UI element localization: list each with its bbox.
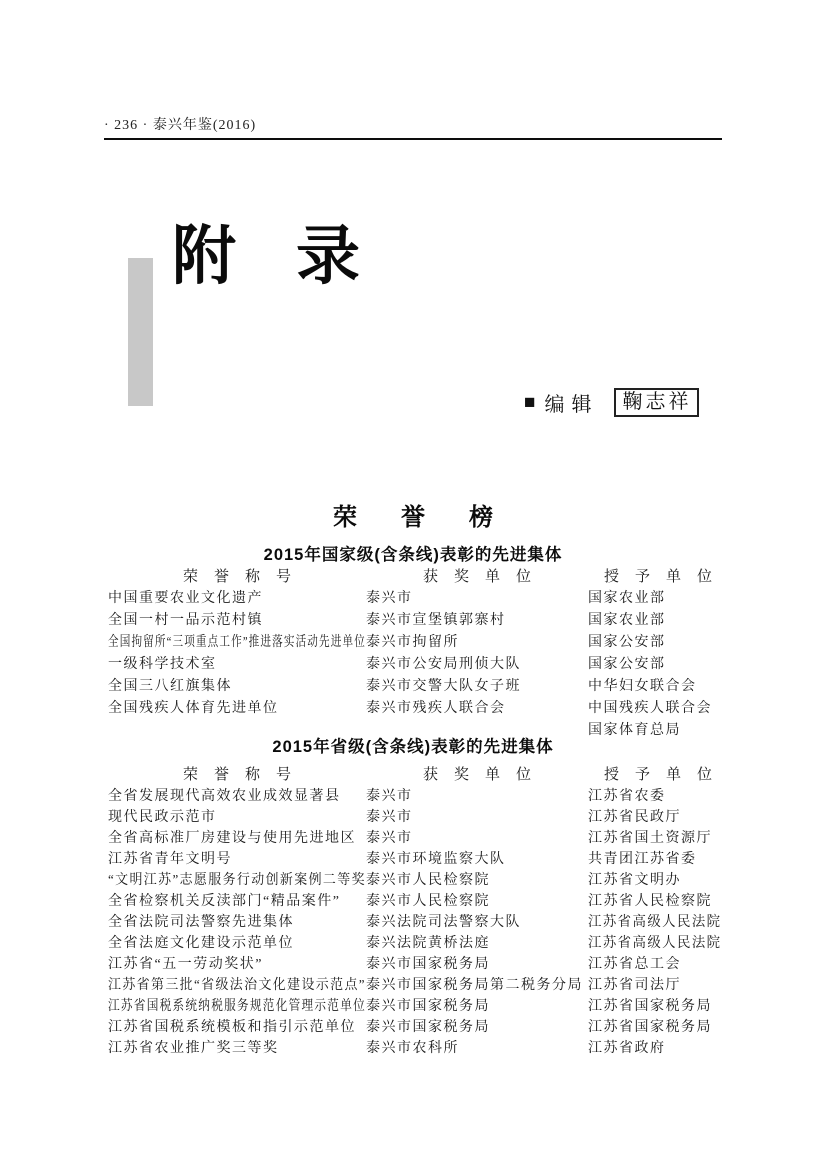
- table-row: [108, 911, 724, 932]
- table-row: [108, 697, 724, 719]
- winning-unit-cell: 泰兴市: [366, 831, 413, 846]
- awarding-unit-cell: 江苏省高级人民法院: [588, 936, 722, 951]
- editor-name: 鞠志祥: [614, 388, 699, 417]
- column-header-honor-title: 荣誉称号: [182, 767, 307, 783]
- section-heading-provincial: 2015年省级(含条线)表彰的先进集体: [272, 738, 554, 756]
- table-row: [108, 1016, 724, 1037]
- honor-title-cell: 全省法庭文化建设示范单位: [108, 936, 294, 951]
- honor-title-cell: 一级科学技术室: [108, 657, 217, 672]
- running-header: [104, 114, 256, 134]
- winning-unit-cell: 泰兴市国家税务局: [366, 1020, 490, 1035]
- honor-title-cell: 全国残疾人体育先进单位: [108, 701, 279, 716]
- honor-title-cell: 江苏省国税系统纳税服务规范化管理示范单位: [108, 999, 366, 1014]
- awarding-unit-cell: 国家农业部: [588, 591, 666, 606]
- awards-table-national: [108, 565, 729, 741]
- awarding-unit-cell: 国家体育总局: [588, 723, 681, 738]
- awarding-unit-cell: 江苏省农委: [588, 789, 666, 804]
- winning-unit-cell: 泰兴市农科所: [366, 1041, 459, 1056]
- winning-unit-cell: 泰兴法院黄桥法庭: [366, 936, 490, 951]
- honor-title-cell: 全省法院司法警察先进集体: [108, 915, 294, 930]
- awarding-unit-cell: 国家农业部: [588, 613, 666, 628]
- section-heading-national: 2015年国家级(含条线)表彰的先进集体: [263, 546, 563, 564]
- running-header-text: · 236 · 泰兴年鉴(2016): [104, 118, 257, 133]
- winning-unit-cell: 泰兴市: [366, 789, 413, 804]
- black-square-icon: ■: [524, 391, 536, 413]
- awarding-unit-cell: 江苏省高级人民法院: [588, 915, 722, 930]
- winning-unit-cell: 泰兴市环境监察大队: [366, 852, 506, 867]
- winning-unit-cell: 泰兴市国家税务局: [366, 957, 490, 972]
- awarding-unit-cell: 江苏省文明办: [588, 873, 681, 888]
- awarding-unit-cell: 江苏省司法厅: [588, 978, 681, 993]
- winning-unit-cell: 泰兴市残疾人联合会: [366, 701, 506, 716]
- column-header-winning-unit: 获奖单位: [422, 569, 547, 585]
- table-row: [108, 675, 724, 697]
- honor-title-cell: 全省发展现代高效农业成效显著县: [108, 789, 341, 804]
- winning-unit-cell: 泰兴市人民检察院: [366, 894, 490, 909]
- awarding-unit-cell: 中国残疾人联合会: [588, 701, 712, 716]
- honor-title-cell: 全国一村一品示范村镇: [108, 613, 263, 628]
- awarding-unit-cell: 江苏省人民检察院: [588, 894, 712, 909]
- winning-unit-cell: 泰兴市国家税务局: [366, 999, 490, 1014]
- table-row: [108, 785, 724, 806]
- awarding-unit-cell: 共青团江苏省委: [588, 852, 697, 867]
- table-row: [108, 848, 724, 869]
- honor-roll-title: 荣誉榜: [333, 504, 537, 531]
- winning-unit-cell: 泰兴市拘留所: [366, 635, 459, 650]
- awarding-unit-cell: 江苏省国家税务局: [588, 999, 712, 1014]
- header-rule: [104, 138, 722, 140]
- table-row: [108, 653, 724, 675]
- table-body: [108, 785, 724, 1058]
- honor-title-cell: 江苏省农业推广奖三等奖: [108, 1041, 279, 1056]
- winning-unit-cell: 泰兴市交警大队女子班: [366, 679, 521, 694]
- winning-unit-cell: 泰兴市国家税务局第二税务分局: [366, 978, 583, 993]
- table-row: [108, 974, 724, 995]
- honor-title-cell: 江苏省“五一劳动奖状”: [108, 957, 263, 972]
- awarding-unit-cell: 江苏省总工会: [588, 957, 681, 972]
- awarding-unit-cell: 国家公安部: [588, 635, 666, 650]
- awarding-unit-cell: 国家公安部: [588, 657, 666, 672]
- chapter-marker-bar: [128, 258, 153, 406]
- awards-table-provincial: [108, 763, 729, 1058]
- winning-unit-cell: 泰兴市宣堡镇郭寨村: [366, 613, 506, 628]
- awarding-unit-cell: 江苏省国土资源厅: [588, 831, 712, 846]
- awarding-unit-cell: 中华妇女联合会: [588, 679, 697, 694]
- awarding-unit-cell: 江苏省国家税务局: [588, 1020, 712, 1035]
- table-header-row: [108, 763, 729, 785]
- honor-title-cell: 现代民政示范市: [108, 810, 217, 825]
- honor-title-cell: 江苏省国税系统模板和指引示范单位: [108, 1020, 356, 1035]
- table-row: [108, 932, 724, 953]
- winning-unit-cell: 泰兴市: [366, 810, 413, 825]
- awarding-unit-cell: 江苏省民政厅: [588, 810, 681, 825]
- awarding-unit-cell: 江苏省政府: [588, 1041, 666, 1056]
- column-header-awarding-unit: 授予单位: [604, 767, 729, 783]
- column-header-awarding-unit: 授予单位: [604, 569, 729, 585]
- chapter-title: 附录: [172, 221, 420, 292]
- column-header-honor-title: 荣誉称号: [182, 569, 307, 585]
- honor-title-cell: 全省检察机关反渎部门“精品案件”: [108, 894, 341, 909]
- editor-label: 编辑: [544, 393, 599, 416]
- winning-unit-cell: 泰兴市: [366, 591, 413, 606]
- table-row: [108, 953, 724, 974]
- honor-title-cell: 江苏省第三批“省级法治文化建设示范点”: [108, 978, 366, 993]
- table-header-row: [108, 565, 729, 587]
- table-row: [108, 609, 724, 631]
- winning-unit-cell: 泰兴法院司法警察大队: [366, 915, 521, 930]
- honor-title-cell: 全省高标准厂房建设与使用先进地区: [108, 831, 356, 846]
- honor-title-cell: 中国重要农业文化遗产: [108, 591, 263, 606]
- table-row: [108, 631, 724, 653]
- table-row: [108, 587, 724, 609]
- honor-title-cell: 江苏省青年文明号: [108, 852, 232, 867]
- table-row: [108, 1037, 724, 1058]
- winning-unit-cell: 泰兴市人民检察院: [366, 873, 490, 888]
- table-body: [108, 587, 724, 741]
- honor-title-cell: 全国三八红旗集体: [108, 679, 232, 694]
- table-row: [108, 806, 724, 827]
- table-row: [108, 869, 724, 890]
- column-header-winning-unit: 获奖单位: [422, 767, 547, 783]
- honor-title-cell: 全国拘留所“三项重点工作”推进落实活动先进单位: [108, 635, 366, 650]
- table-row: [108, 827, 724, 848]
- honor-title-cell: “文明江苏”志愿服务行动创新案例二等奖: [108, 873, 366, 888]
- table-row: [108, 995, 724, 1016]
- table-row: [108, 890, 724, 911]
- winning-unit-cell: 泰兴市公安局刑侦大队: [366, 657, 521, 672]
- editor-credit: [524, 388, 699, 416]
